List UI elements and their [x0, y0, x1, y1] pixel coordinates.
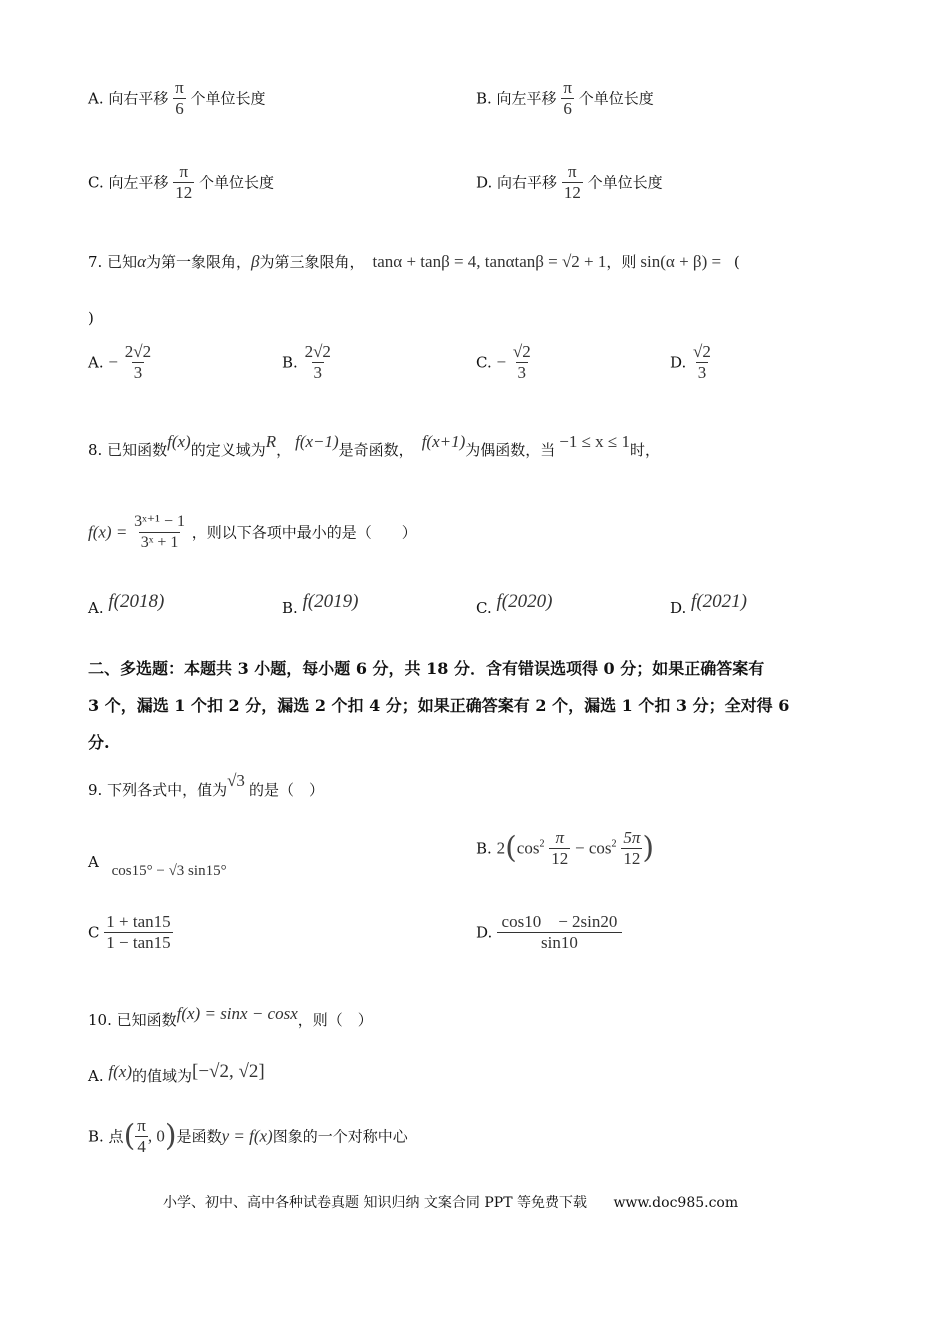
q7-condition: tanα + tanβ = 4, tanαtanβ = √2 + 1 — [372, 252, 607, 271]
q6-option-c-label: C. 向左平移 — [88, 173, 169, 192]
q8-option-d: D. f(2021) — [670, 591, 747, 617]
q7-option-a: A. − $\frac{2√2}{3}$ — [88, 342, 152, 382]
q8-f-x-minus-1: f(x−1) — [295, 432, 339, 451]
q7-option-d: D. $\frac{√2}{3}$ — [670, 342, 711, 382]
q6-option-a-fraction: $\frac{\pi}{6}$ — [175, 78, 184, 118]
q10-option-b: B. 点( $\frac{\pi}{4}$ , 0)是函数y = f(x)图象的一个对称中心 — [88, 1116, 408, 1156]
q7-expression: sin(α + β) = — [640, 252, 722, 271]
q6-option-c-fraction: $\frac{\pi}{12}$ — [175, 162, 193, 202]
q6-option-a-suffix: 个单位长度 — [190, 89, 266, 108]
q9-option-b-fraction1: $\frac{\pi}{12}$ — [551, 828, 569, 868]
q7-option-b-fraction: $\frac{2√2}{3}$ — [304, 342, 331, 382]
q6-option-b-label: B. 向左平移 — [476, 89, 557, 108]
q7-paren-open: ( — [733, 253, 740, 271]
q8-domain-R: R — [265, 432, 277, 451]
q7-alpha: α — [137, 252, 147, 271]
q9-option-b-fraction2: $\frac{5\pi}{12}$ — [623, 828, 641, 868]
q7-paren-close: ) — [88, 309, 94, 327]
q10-range: [−√2, √2] — [192, 1061, 265, 1082]
q7-option-c-fraction: $\frac{√2}{3}$ — [512, 342, 531, 382]
q6-option-b-suffix: 个单位长度 — [578, 89, 654, 108]
q10-definition: f(x) = sinx − cosx — [176, 1004, 298, 1023]
q6-option-c — [88, 162, 274, 203]
q8-interval: −1 ≤ x ≤ 1 — [559, 432, 631, 451]
q7-option-b: B. $\frac{2√2}{3}$ — [282, 342, 331, 382]
q9-option-d-fraction: $\frac{\cos 10 - 2\sin 20}{\sin 10}$ — [497, 912, 622, 953]
q9-stem: 9. 下列各式中，值为√3 的是（ ） — [88, 771, 324, 799]
q6-option-d-fraction: $\frac{\pi}{12}$ — [563, 162, 581, 202]
q7-option-c: C. − $\frac{√2}{3}$ — [476, 342, 531, 382]
q9-sqrt3: √3 — [227, 771, 245, 790]
footer-site: www.doc985.com — [613, 1195, 739, 1211]
q6-option-d-suffix: 个单位长度 — [587, 173, 663, 192]
q9-option-a: A cos15° − √3 sin15° — [88, 853, 227, 879]
q10-option-b-fraction: $\frac{\pi}{4}$ — [137, 1116, 146, 1156]
q9-option-c: C $\frac{1 + \tan 15}{1 - \tan 15}$ — [88, 912, 171, 952]
q6-option-d-label: D. 向右平移 — [476, 173, 558, 192]
q6-option-d — [476, 162, 663, 203]
q10-option-a: A. f(x)的值域为[−√2, √2] — [88, 1061, 265, 1085]
q8-def-fraction: $\frac{\text{3ˣ⁺¹ − 1}}{\text{3ˣ + 1}}$ — [134, 513, 185, 551]
section2-heading-line1: 二、多选题：本题共 3 小题，每小题 6 分，共 18 分．含有错误选项得 0 分；如果正确答案有 — [88, 659, 765, 678]
q8-option-b: B. f(2019) — [282, 591, 359, 617]
q9-option-d: D. $\frac{\cos 10 - 2\sin 20}{\sin 10}$ — [476, 912, 622, 953]
q10-stem: 10. 已知函数f(x) = sinx − cosx，则（ ） — [88, 1004, 373, 1029]
q8-f-x-plus-1: f(x+1) — [421, 432, 466, 451]
q6-option-b — [476, 78, 654, 119]
q6-option-b-fraction: $\frac{\pi}{6}$ — [563, 78, 572, 118]
q8-option-c: C. f(2020) — [476, 591, 553, 617]
q8-definition: f(x) = $\frac{\text{3ˣ⁺¹ − 1}}{\text{3ˣ + 1}}$ ，则以下各项中最小的是（ ） — [88, 513, 417, 551]
section2-heading-line2: 3 个，漏选 1 个扣 2 分，漏选 2 个扣 4 分；如果正确答案有 2 个，漏选 1 个扣 3 分；全对得 6 — [88, 696, 790, 715]
q8-option-a: A. f(2018) — [88, 591, 165, 617]
q6-option-a — [88, 78, 266, 119]
q9-option-b: B. $2(\cos^2$ $\frac{\pi}{12}$ − $\cos^2$ $\frac{5\pi}{12}$ ) — [476, 828, 655, 868]
q7-beta: β — [251, 252, 260, 271]
q9-option-c-fraction: $\frac{1 + \tan 15}{1 - \tan 15}$ — [106, 912, 171, 952]
q7-stem: 7. 已知α为第一象限角，β为第三象限角， tanα + tanβ = 4, tanαtanβ = √2 + 1，则 sin(α + β) = ( — [88, 252, 740, 271]
q7-option-d-fraction: $\frac{√2}{3}$ — [693, 342, 711, 382]
q8-fx: f(x) — [167, 432, 191, 451]
q10-expression: y = f(x) — [221, 1126, 273, 1146]
q8-stem: 8. 已知函数f(x)的定义域为R， f(x−1)是奇函数， f(x+1)为偶函数，当 −1 ≤ x ≤ 1时， — [88, 432, 661, 459]
q6-option-c-suffix: 个单位长度 — [199, 173, 275, 192]
section2-heading-line3: 分. — [88, 733, 110, 752]
q7-option-a-fraction: $\frac{2√2}{3}$ — [124, 342, 152, 382]
footer-text: 小学、初中、高中各种试卷真题 知识归纳 文案合同 PPT 等免费下载 — [163, 1195, 587, 1211]
page-footer — [163, 1192, 738, 1212]
q6-option-a-label: A. 向右平移 — [88, 89, 169, 108]
